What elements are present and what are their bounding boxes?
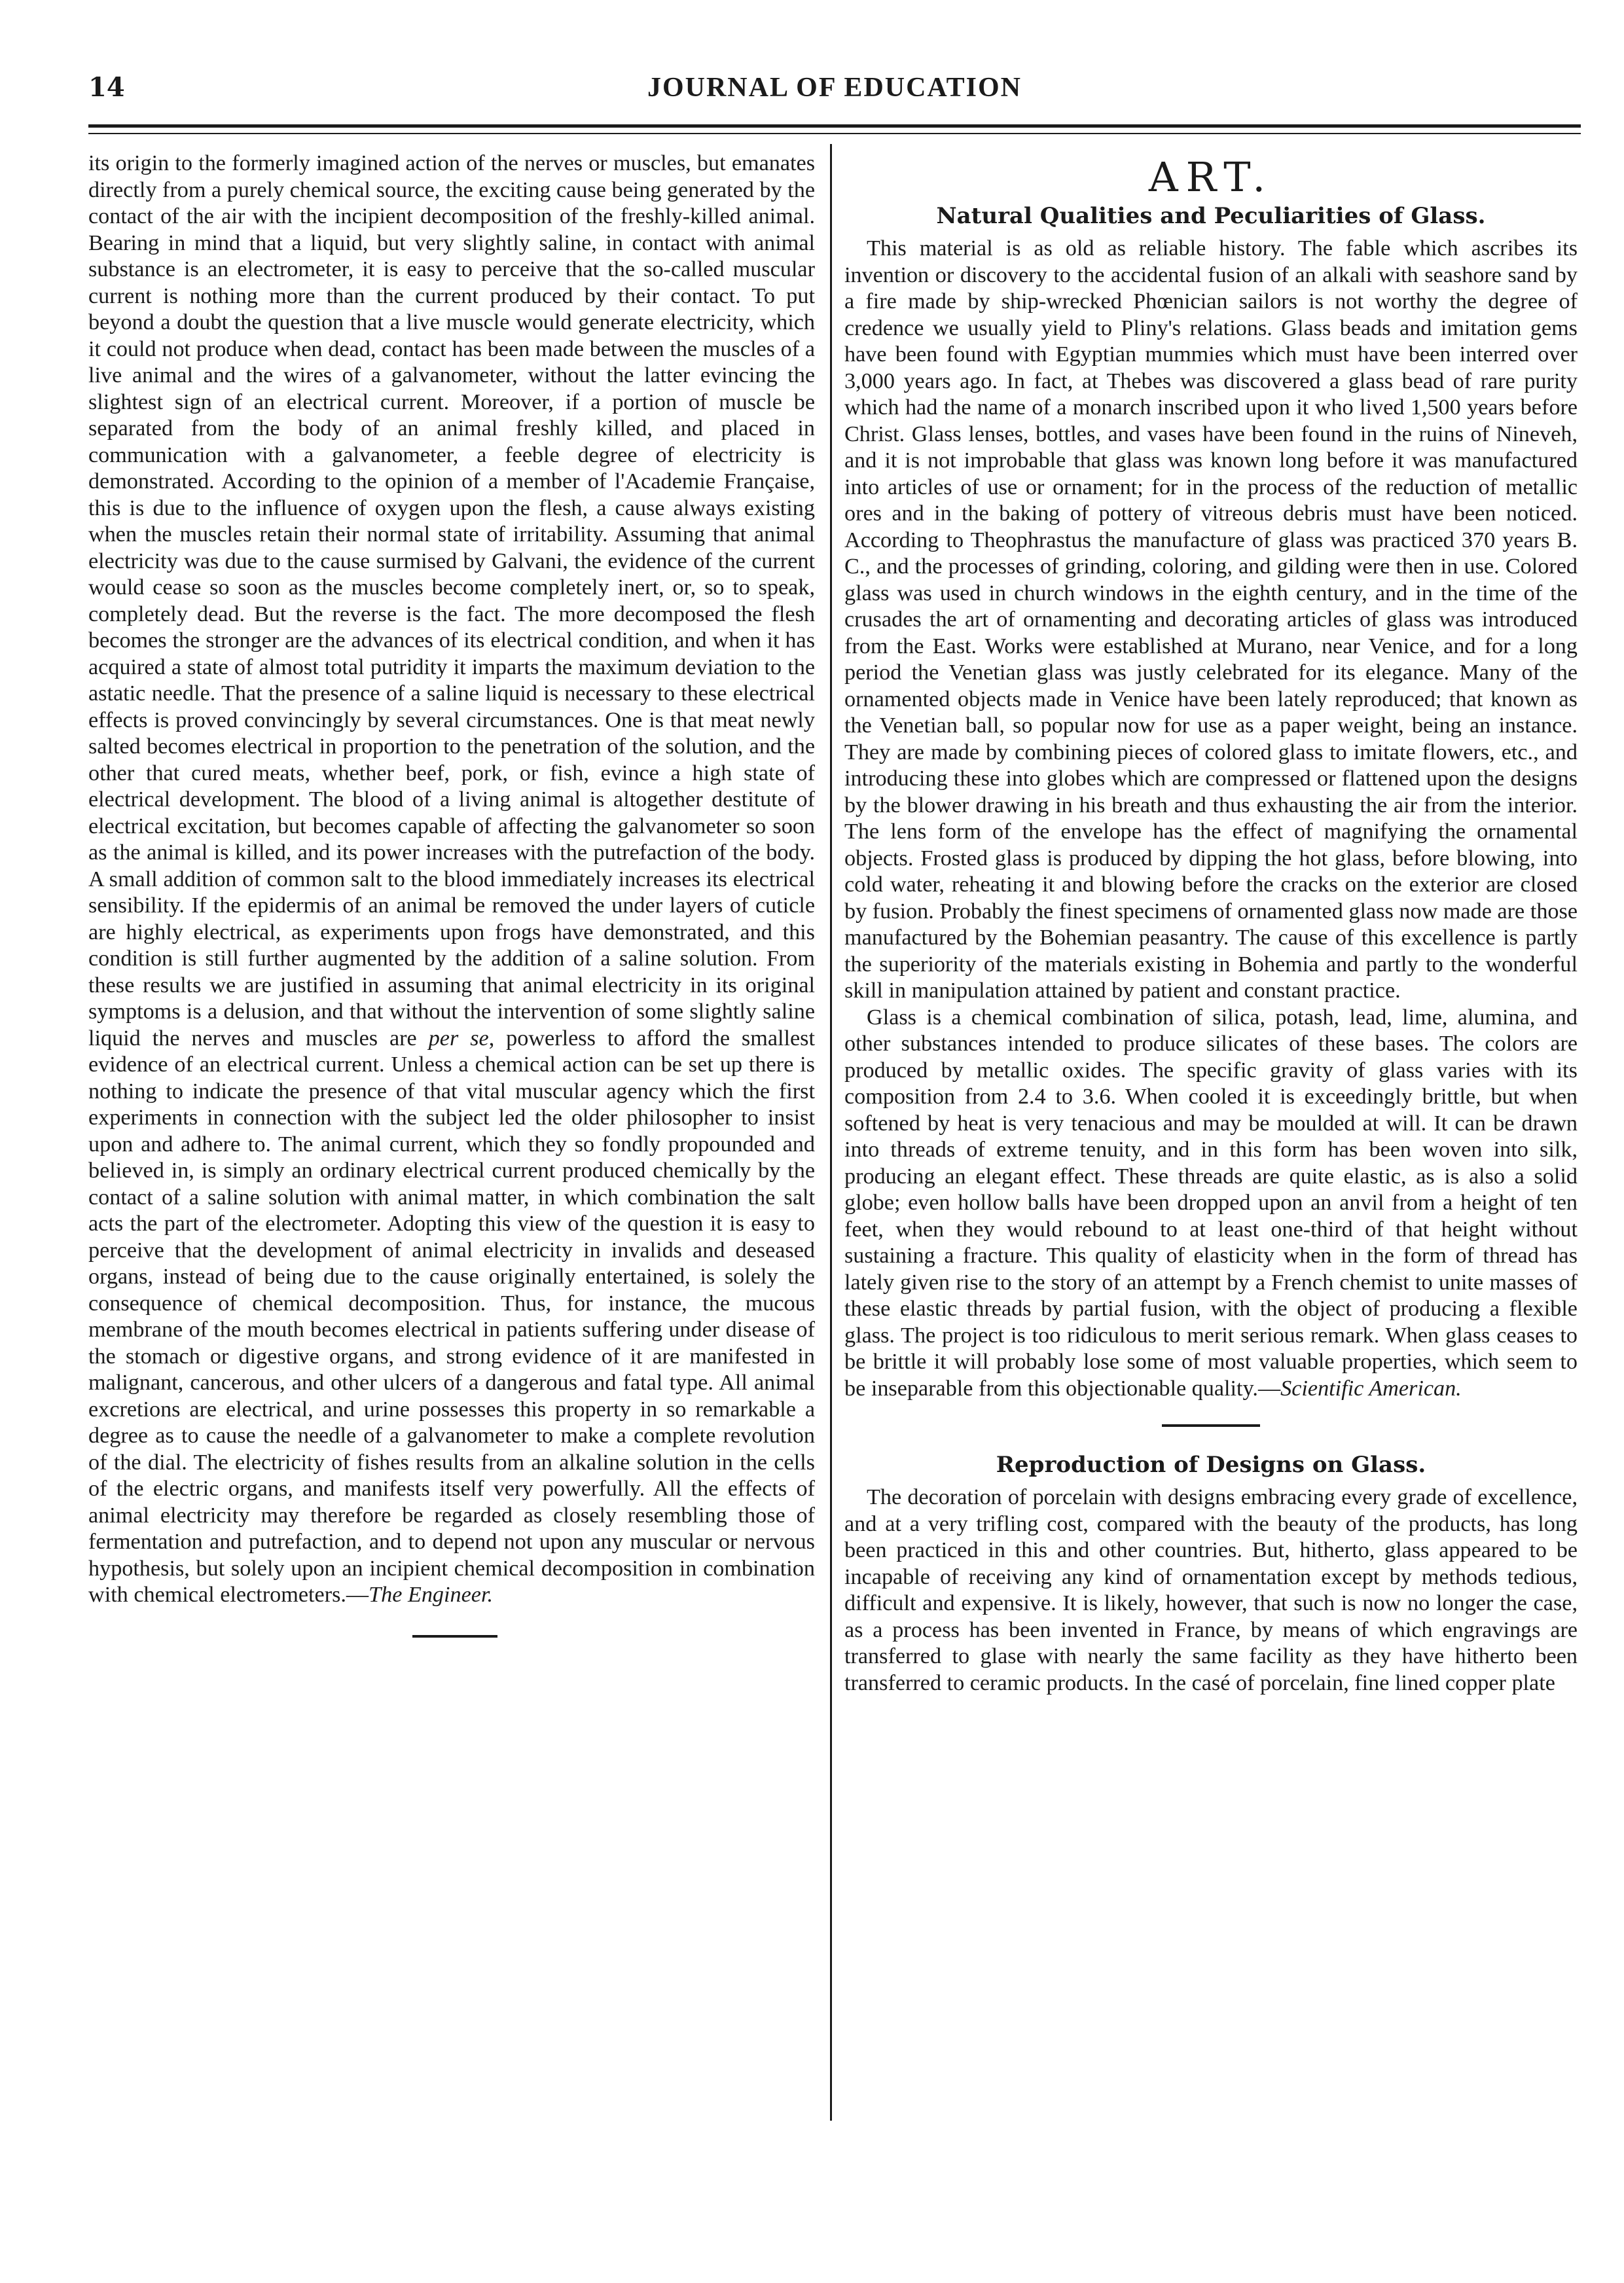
header-rule-thick <box>88 124 1581 128</box>
animal-electricity-text: its origin to the formerly imagined action of the nerves or muscles, but emanates directly from a purely chemical source, the exciting cause being generated by the contact of the air with the incipient decomposition of the freshly-killed animal. Bearing in mind that a liquid, but very slightly saline, in contact with animal substance is an electrometer, it is easy to perceive that the so-called muscular current is nothing more than the current produced by their contact. To put beyond a doubt the question that a live muscle would generate electricity, which it could not produce when dead, contact has been made between the muscles of a live animal and the wires of a galvanometer, without the latter evincing the slightest sign of an electrical current. Moreover, if a portion of muscle be separated from the body of an animal freshly killed, and placed in communication with a galvanometer, a feeble degree of electricity is demonstrated. According to the opinion of a member of l'Academie Française, this is due to the influence of oxygen upon the flesh, a cause always existing when the muscles retain their normal state of irritability. Assuming that animal electricity was due to the cause surmised by Galvani, the evidence of the current would cease so soon as the muscles become completely inert, or, so to speak, completely dead. But the reverse is the fact. The more decomposed the flesh becomes the stronger are the advances of its electrical condition, and when it has acquired a state of almost total putridity it imparts the maximum deviation to the astatic needle. That the presence of a saline liquid is necessary to these electrical effects is proved convincingly by several circumstances. One is that meat newly salted becomes electrical in proportion to the penetration of the solution, and the other that cured meats, whether beef, pork, or fish, evince a high state of electrical development. The blood of a living animal is altogether destitute of electrical excitation, but becomes capable of affecting the galvanometer so soon as the animal is killed, and its power increases with the putrefaction of the body. A small addition of common salt to the blood immediately increases its electrical sensibility. If the epidermis of an animal be removed the under layers of cuticle are highly electrical, as experiments upon frogs have demonstrated, and this condition is still further augmented by the addition of a saline solution. From these results we are justified in assuming that animal electricity in its original symptoms is a delusion, and that without the intervention of some slightly saline liquid the nerves and muscles are <box>88 151 815 1051</box>
article-source: The Engineer. <box>369 1583 494 1607</box>
glass-composition-paragraph <box>844 1005 1578 1403</box>
animal-electricity-text-cont: , powerless to afford the smallest evidence of an electrical current. Unless a chemical action can be set up there is nothing to indicate the presence of that vital muscular agency which the first experiments in connection with the subject led the older philosopher to insist upon and adhere to. The animal current, which they so fondly propounded and believed in, is simply an ordinary electrical current produced chemically by the contact of a saline solution with animal matter, in which combination the salt acts the part of the electrometer. Adopting this view of the question it is easy to perceive that the development of animal electricity in invalids and deseased organs, instead of being due to the cause originally entertained, is solely the consequence of chemical decomposition. Thus, for instance, the mucous membrane of the mouth becomes electrical in patients suffering under disease of the stomach or digestive organs, and strong evidence of it are manifested in malignant, cancerous, and other ulcers of a dangerous and fatal type. All animal excretions are electrical, and urine possesses this property in so remarkable a degree as to cause the needle of a galvanometer to make a complete revolution of the dial. The electricity of fishes results from an alkaline solution in the cells of the electric organs, and manifests itself very powerfully. All the effects of animal electricity may therefore be regarded as closely resembling those of fermentation and putrefaction, and to depend not upon any muscular or nervous hypothesis, but solely upon an incipient chemical decomposition in combination with chemical electrometers.— <box>88 1026 815 1607</box>
section-title: ART. <box>1148 153 1274 201</box>
article-source-scientific-american: Scientific American. <box>1280 1376 1462 1401</box>
designs-on-glass-paragraph: The decoration of porcelain with designs embracing every grade of excellence, and at a very trifling cost, compared with the beauty of the products, has long been practiced in this and other countries. But, hitherto, glass appeared to be incapable of receiving any kind of ornamentation except by methods tedious, difficult and expensive. It is likely, however, that such is now no longer the case, as a process has been invented in France, by means of which engravings are transferred to glase with nearly the same facility as they have hitherto been transferred to ceramic products. In the casé of porcelain, fine lined copper plate <box>844 1485 1578 1695</box>
journal-title: JOURNAL OF EDUCATION <box>647 73 1022 103</box>
article-title-designs-on-glass: Reproduction of Designs on Glass. <box>996 1452 1426 1478</box>
per-se-term: per se <box>428 1026 489 1051</box>
right-column <box>844 151 1578 1697</box>
page-number: 14 <box>88 72 125 103</box>
left-column <box>88 151 815 1638</box>
column-divider <box>830 144 832 2121</box>
end-rule <box>412 1635 497 1638</box>
animal-electricity-paragraph <box>88 151 815 1609</box>
article-title-glass-qualities: Natural Qualities and Peculiarities of Glass. <box>936 203 1486 229</box>
page-header <box>88 72 1581 118</box>
glass-history-paragraph: This material is as old as reliable history. The fable which ascribes its invention or discovery to the accidental fusion of an alkali with seashore sand by a fire made by ship-wrecked Phœnician sailors is not worthy the degree of credence we usually yield to Pliny's relations. Glass beads and imitation gems have been found with Egyptian mummies which must have been interred over 3,000 years ago. In fact, at Thebes was discovered a glass bead of rare purity which had the name of a monarch inscribed upon it who lived 1,500 years before Christ. Glass lenses, bottles, and vases have been found in the ruins of Nineveh, and it is not improbable that glass was known long before it was manufactured into articles of use or ornament; for in the process of the reduction of metallic ores and in the baking of pottery of vitreous debris must have been noticed. According to Theophrastus the manufacture of glass was practiced 370 years B. C., and the processes of grinding, coloring, and gilding were then in use. Colored glass was used in church windows in the eighth century, and in the time of the crusades the art of ornamenting and decorating articles of glass was introduced from the East. Works were established at Murano, near Venice, and for a long period the Venetian glass was justly celebrated for its elegance. Many of the ornamented objects made in Venice have been lately reproduced; that known as the Venetian ball, so popular now for use as a paper weight, being an instance. They are made by combining pieces of colored glass to imitate flowers, etc., and introducing these into globes which are compressed or flattened upon the designs by the blower drawing in his breath and thus exhausting the air from the interior. The lens form of the envelope has the effect of magnifying the ornamental objects. Frosted glass is produced by dipping the hot glass, before blowing, into cold water, reheating it and blowing before the cracks on the exterior are closed by fusion. Probably the finest specimens of ornamented glass now made are those manufactured by the Bohemian peasantry. The cause of this excellence is partly the superiority of the materials existing in Bohemia and partly to the wonderful skill in manipulation attained by patient and constant practice. <box>844 236 1578 1003</box>
header-rule-thin <box>88 133 1581 134</box>
glass-composition-text: Glass is a chemical combination of silica, potash, lead, lime, alumina, and other substances intended to produce silicates of these bases. The colors are produced by metallic oxides. The specific gravity of glass varies with its composition from 2.4 to 3.6. When cooled it is exceedingly brittle, but when softened by heat is very tenacious and may be moulded at will. It can be drawn into threads of extreme tenuity, and in this form has been woven into silk, producing an elegant effect. These threads are quite elastic, as is also a solid globe; even hollow balls have been dropped upon an anvil from a height of ten feet, when they would rebound to at least one-third of that height without sustaining a fracture. This quality of elasticity when in the form of thread has lately given rise to the story of an attempt by a French chemist to unite masses of these elastic threads by partial fusion, with the object of producing a flexible glass. The project is too ridiculous to merit serious remark. When glass ceases to be brittle it will probably lose some of most valuable properties, which seem to be inseparable from this objectionable quality.— <box>844 1005 1578 1401</box>
article-separator-rule <box>1162 1424 1260 1427</box>
